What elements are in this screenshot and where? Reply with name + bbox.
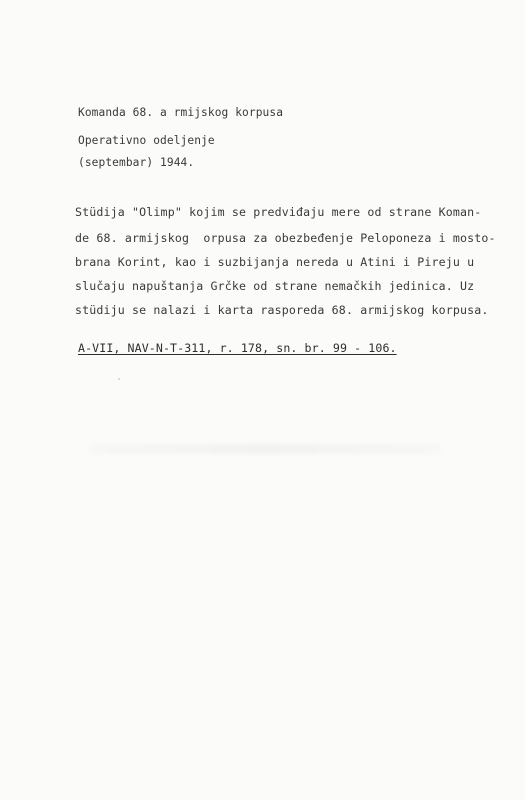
body-line-5: stüdiju se nalazi i karta rasporeda 68. armijskog korpusa. (75, 303, 489, 317)
body-line-1: Stüdija "Olimp" kojim se predviđaju mere od strane Koman- (75, 205, 482, 219)
body-line-4: slučaju napuštanja Grčke od strane nemačkih jedinica. Uz (75, 279, 475, 293)
header-department: Operativno odeljenje (78, 134, 215, 147)
header-command: Komanda 68. a rmijskog korpusa (78, 106, 284, 119)
header-date: (septembar) 1944. (78, 156, 195, 169)
body-line-3: brana Korint, kao i suzbijanja nereda u Atini i Pireju u (75, 255, 475, 269)
paper-speck (118, 378, 120, 380)
show-through-text (90, 444, 440, 454)
body-line-2: de 68. armijskog orpusa za obezbeđenje Peloponeza i mosto- (75, 231, 496, 245)
archive-reference: A-VII, NAV-N-T-311, r. 178, sn. br. 99 - 106. (78, 341, 397, 355)
